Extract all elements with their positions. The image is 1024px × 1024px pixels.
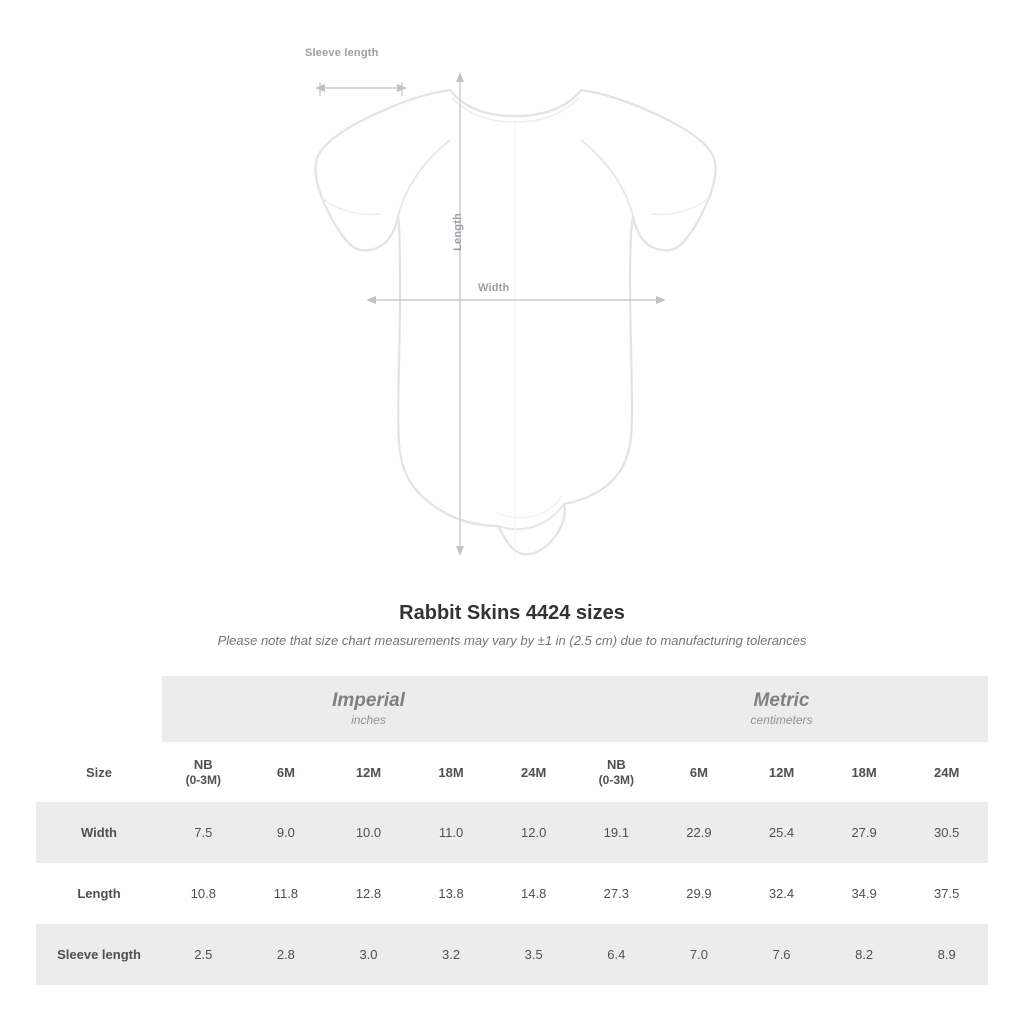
header-col-7 (740, 742, 823, 802)
cell-length-8: 34.9 (823, 863, 906, 924)
header-col-9-main: 24M (934, 764, 960, 780)
page-title: Rabbit Skins 4424 sizes (399, 602, 625, 624)
chart-header (0, 602, 1024, 648)
header-col-0 (162, 742, 245, 802)
cell-sleeve-2: 3.0 (327, 924, 410, 985)
header-size-label: Size (36, 742, 162, 802)
cell-length-1: 11.8 (245, 863, 328, 924)
unit-banner-row (36, 676, 988, 742)
header-col-3-main: 18M (438, 764, 464, 780)
cell-length-5: 27.3 (575, 863, 658, 924)
header-col-8 (823, 742, 906, 802)
cell-length-4: 14.8 (492, 863, 575, 924)
annotation-length: Length (452, 213, 464, 251)
cell-length-9: 37.5 (905, 863, 988, 924)
annotation-width: Width (478, 282, 510, 294)
cell-sleeve-3: 3.2 (410, 924, 493, 985)
row-label-width: Width (36, 802, 162, 863)
cell-width-5: 19.1 (575, 802, 658, 863)
unit-name-metric: Metric (753, 689, 810, 711)
tolerance-note: Please note that size chart measurements may vary by ±1 in (2.5 cm) due to manufacturing tolerances (217, 633, 807, 648)
column-header-row (36, 742, 988, 802)
table-row (36, 924, 988, 985)
header-col-5-main: NB (606, 757, 626, 772)
header-col-6 (658, 742, 741, 802)
cell-width-0: 7.5 (162, 802, 245, 863)
cell-length-6: 29.9 (658, 863, 741, 924)
header-col-0-main: NB (193, 757, 213, 772)
cell-width-6: 22.9 (658, 802, 741, 863)
cell-sleeve-4: 3.5 (492, 924, 575, 985)
unit-sub-metric: centimeters (750, 713, 813, 728)
cell-width-9: 30.5 (905, 802, 988, 863)
cell-length-2: 12.8 (327, 863, 410, 924)
header-col-4-main: 24M (521, 764, 547, 780)
cell-sleeve-1: 2.8 (245, 924, 328, 985)
annotation-sleeve-length: Sleeve length (305, 47, 379, 59)
cell-sleeve-7: 7.6 (740, 924, 823, 985)
cell-width-7: 25.4 (740, 802, 823, 863)
header-col-4 (492, 742, 575, 802)
cell-length-7: 32.4 (740, 863, 823, 924)
header-col-9 (905, 742, 988, 802)
cell-length-0: 10.8 (162, 863, 245, 924)
cell-length-3: 13.8 (410, 863, 493, 924)
header-col-8-main: 18M (851, 764, 877, 780)
unit-group-metric (575, 676, 988, 742)
cell-width-8: 27.9 (823, 802, 906, 863)
cell-sleeve-6: 7.0 (658, 924, 741, 985)
cell-width-4: 12.0 (492, 802, 575, 863)
table-row (36, 863, 988, 924)
header-col-0-sub: (0-3M) (185, 773, 221, 787)
row-label-sleeve-length: Sleeve length (36, 924, 162, 985)
cell-width-2: 10.0 (327, 802, 410, 863)
bodysuit-graphic (300, 60, 730, 560)
header-col-5 (575, 742, 658, 802)
unit-sub-imperial: inches (351, 713, 386, 728)
header-col-3 (410, 742, 493, 802)
unit-name-imperial: Imperial (332, 689, 405, 711)
cell-sleeve-5: 6.4 (575, 924, 658, 985)
header-col-2-main: 12M (355, 764, 382, 780)
size-table-wrap (36, 676, 988, 985)
header-col-6-main: 6M (689, 764, 708, 780)
header-col-2 (327, 742, 410, 802)
size-chart-table (36, 676, 988, 985)
unit-group-imperial (162, 676, 575, 742)
row-label-length: Length (36, 863, 162, 924)
table-corner (36, 676, 162, 742)
cell-sleeve-9: 8.9 (905, 924, 988, 985)
header-col-1-main: 6M (276, 764, 295, 780)
cell-width-3: 11.0 (410, 802, 493, 863)
header-col-1 (245, 742, 328, 802)
table-row (36, 802, 988, 863)
cell-sleeve-8: 8.2 (823, 924, 906, 985)
header-col-7-main: 12M (768, 764, 795, 780)
cell-sleeve-0: 2.5 (162, 924, 245, 985)
baby-bodysuit-icon (300, 60, 730, 560)
cell-width-1: 9.0 (245, 802, 328, 863)
header-col-5-sub: (0-3M) (598, 773, 634, 787)
